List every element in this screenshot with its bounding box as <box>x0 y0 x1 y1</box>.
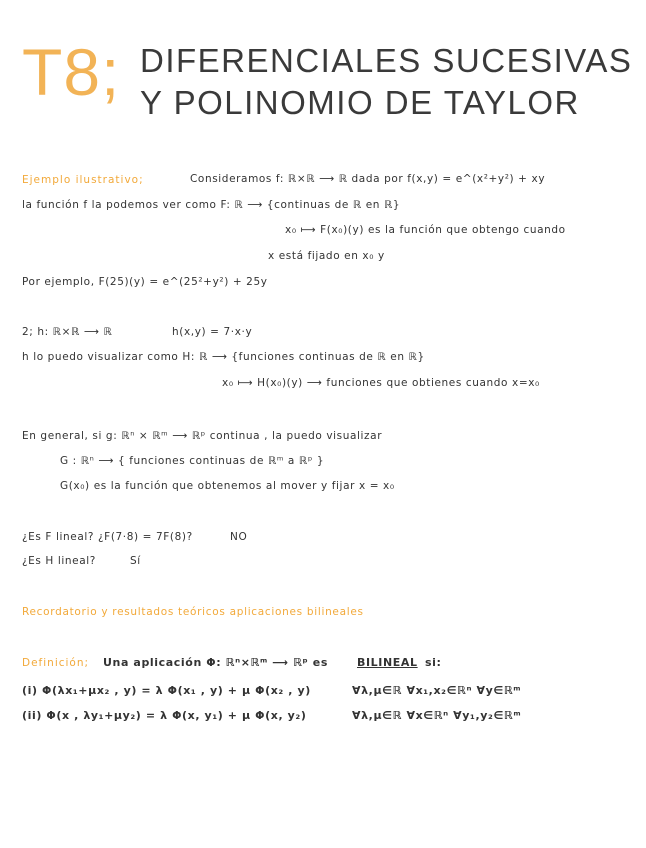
property-i: (i) Φ(λx₁+μx₂ , y) = λ Φ(x₁ , y) + μ Φ(x₂ , y) <box>22 684 311 697</box>
example-line8: x₀ ⟼ H(x₀)(y) ⟶ funciones que obtienes cuando x=x₀ <box>222 377 540 389</box>
example-line6b: h(x,y) = 7·x·y <box>172 326 253 338</box>
question-1: ¿Es F lineal? ¿F(7·8) = 7F(8)? <box>22 531 193 543</box>
definition-text-b: si: <box>425 656 442 669</box>
section-heading: Recordatorio y resultados teóricos aplicaciones bilineales <box>22 606 364 618</box>
example-line7: h lo puedo visualizar como H: ℝ ⟶ {funciones continuas de ℝ en ℝ} <box>22 351 425 363</box>
page-title-line1: DIFERENCIALES SUCESIVAS <box>140 42 633 79</box>
example-line5: Por ejemplo, F(25)(y) = e^(25²+y²) + 25y <box>22 276 268 288</box>
general-line3: G(x₀) es la función que obtenemos al mover y fijar x = x₀ <box>60 480 395 492</box>
answer-1: NO <box>230 531 248 543</box>
definition-label: Definición; <box>22 657 90 669</box>
example-line2: la función f la podemos ver como F: ℝ ⟶ {continuas de ℝ en ℝ} <box>22 199 401 211</box>
topic-badge: T8; <box>22 35 121 109</box>
question-2: ¿Es H lineal? <box>22 555 96 567</box>
example-line1: Consideramos f: ℝ×ℝ ⟶ ℝ dada por f(x,y) = e^(x²+y²) + xy <box>190 173 546 185</box>
example-label: Ejemplo ilustrativo; <box>22 174 144 186</box>
general-line1: En general, si g: ℝⁿ × ℝᵐ ⟶ ℝᵖ continua , la puedo visualizar <box>22 430 383 442</box>
example-line4: x está fijado en x₀ y <box>268 250 385 262</box>
property-ii: (ii) Φ(x , λy₁+μy₂) = λ Φ(x, y₁) + μ Φ(x, y₂) <box>22 709 307 722</box>
property-i-quantifiers: ∀λ,μ∈ℝ ∀x₁,x₂∈ℝⁿ ∀y∈ℝᵐ <box>352 684 522 697</box>
general-line2: G : ℝⁿ ⟶ { funciones continuas de ℝᵐ a ℝᵖ } <box>60 455 325 467</box>
bilineal-term: BILINEAL <box>357 656 418 669</box>
property-ii-quantifiers: ∀λ,μ∈ℝ ∀x∈ℝⁿ ∀y₁,y₂∈ℝᵐ <box>352 709 522 722</box>
definition-text-a: Una aplicación Φ: ℝⁿ×ℝᵐ ⟶ ℝᵖ es <box>103 656 328 669</box>
example-line3: x₀ ⟼ F(x₀)(y) es la función que obtengo cuando <box>285 224 566 236</box>
page-title-line2: Y POLINOMIO DE TAYLOR <box>140 84 580 121</box>
answer-2: Sí <box>130 555 141 567</box>
example-line6a: 2; h: ℝ×ℝ ⟶ ℝ <box>22 326 113 338</box>
